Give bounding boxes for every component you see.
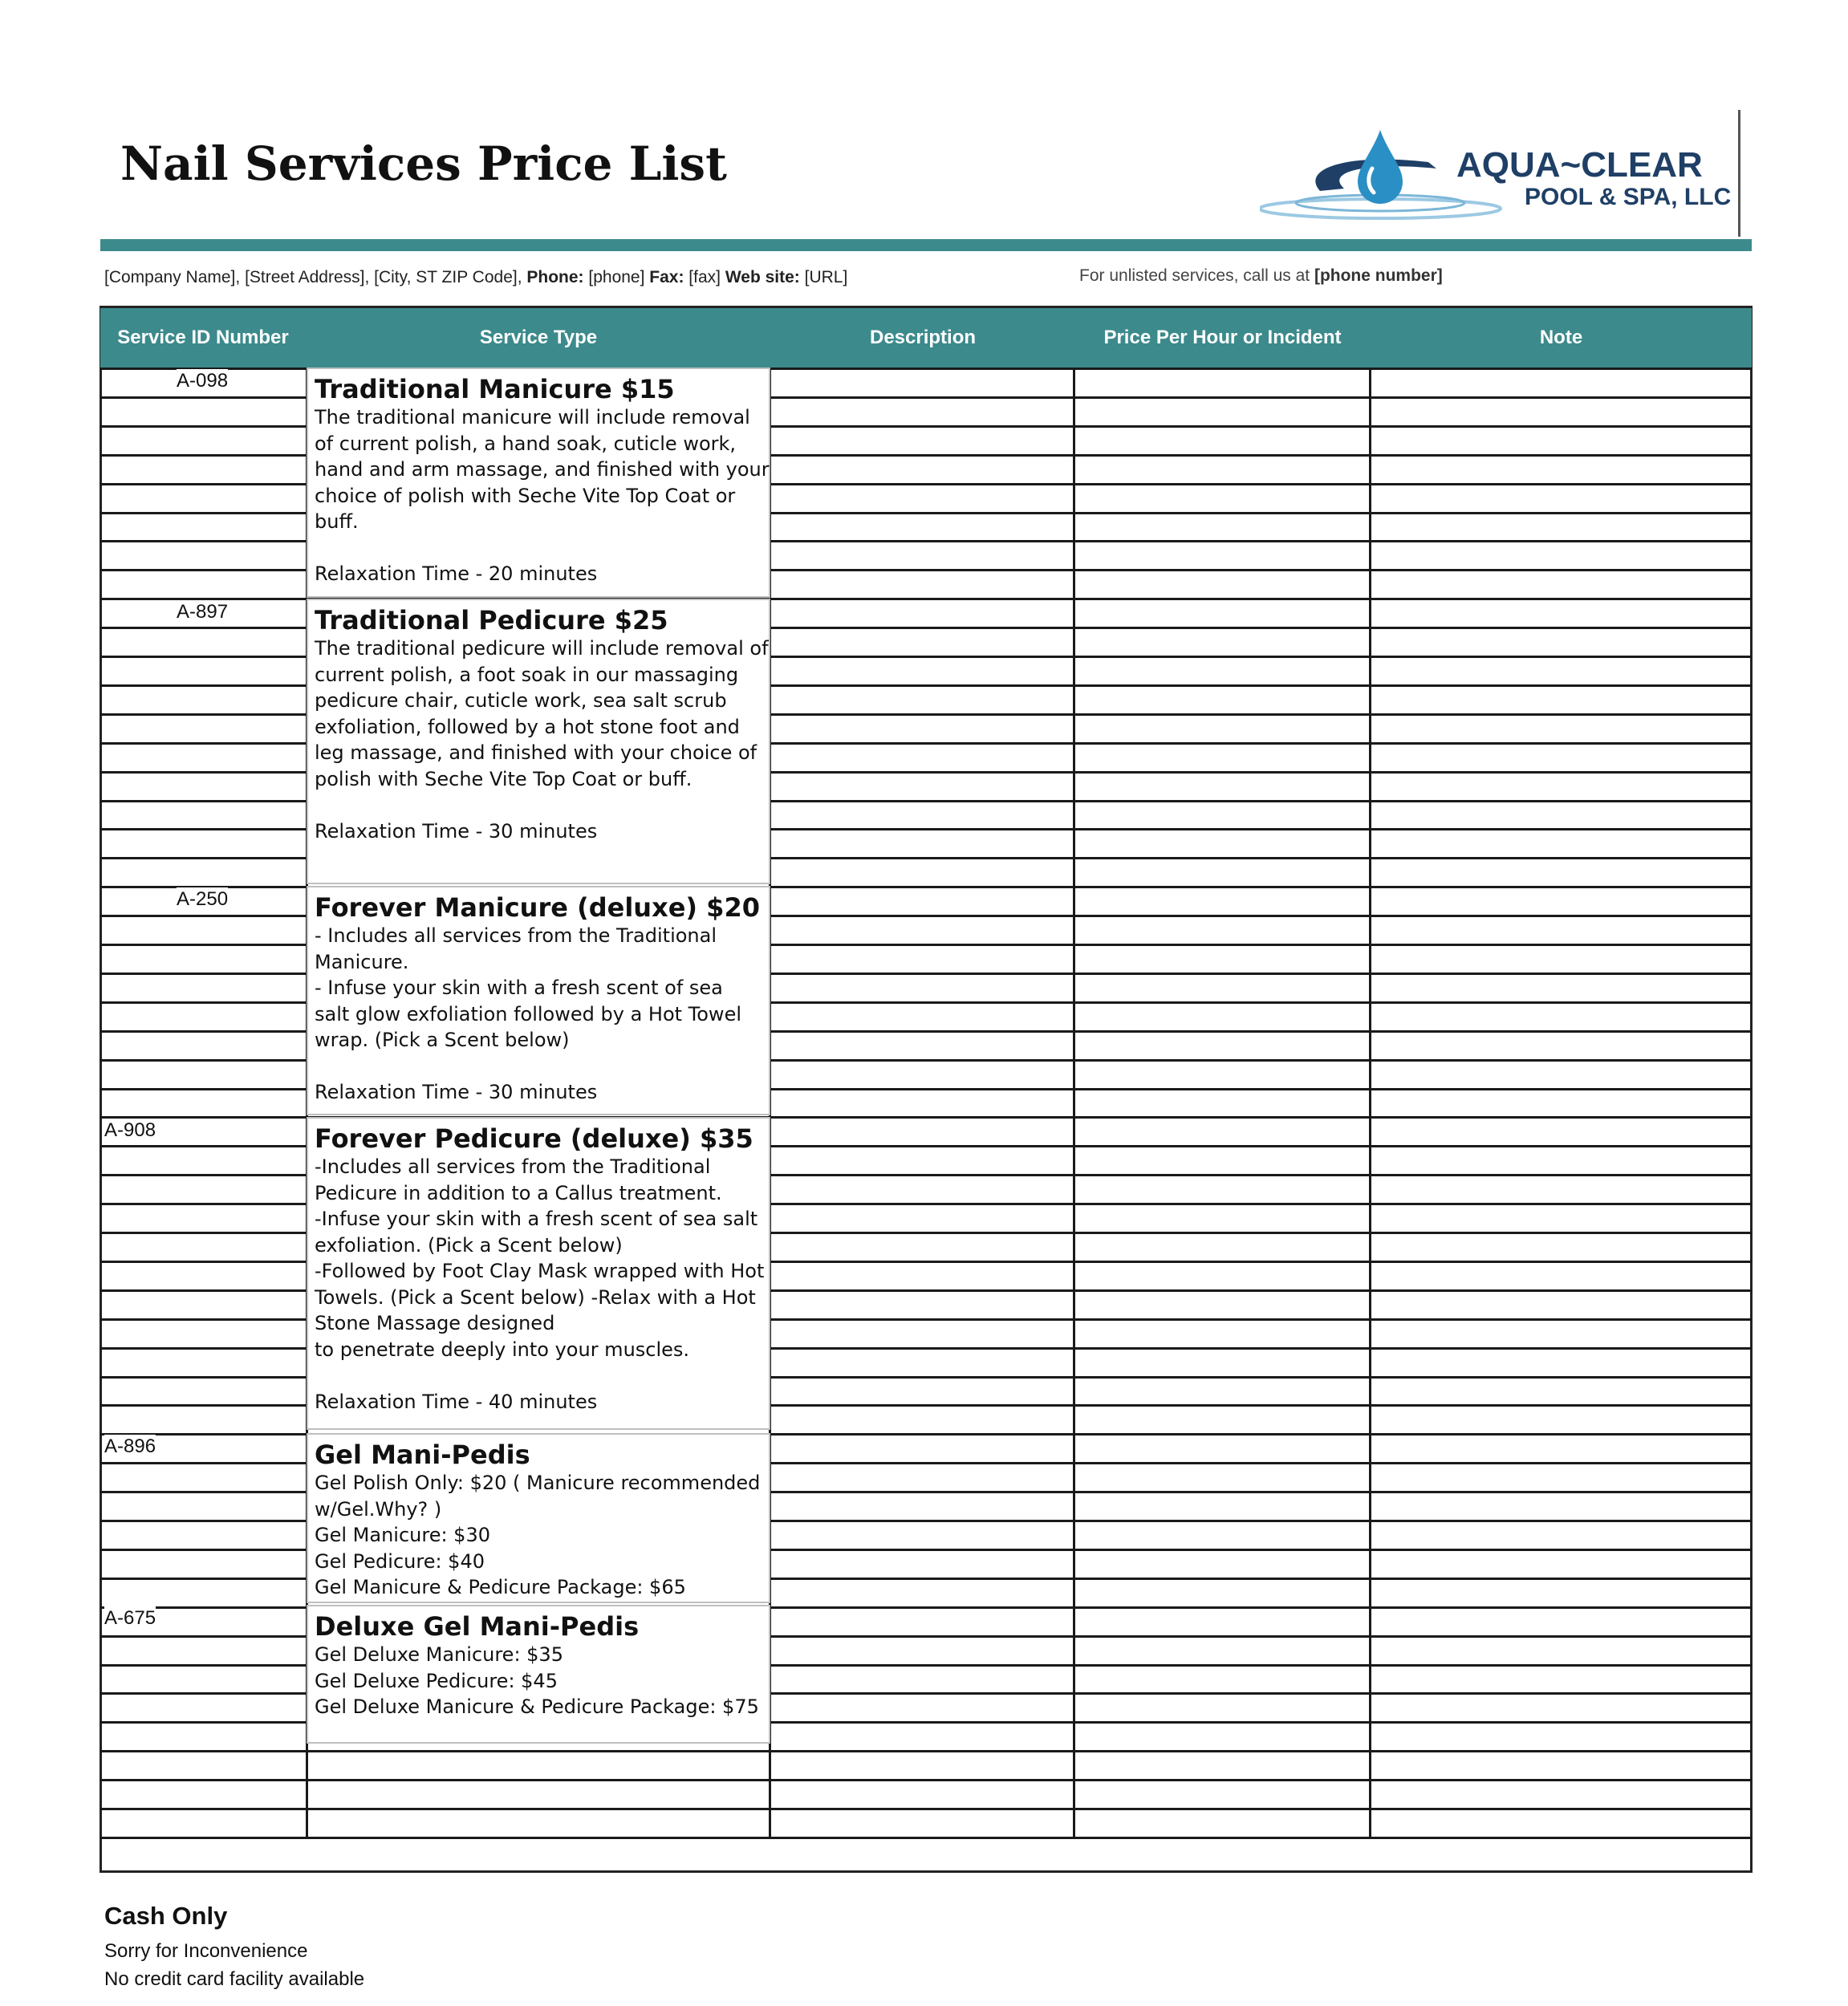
service-line: to penetrate deeply into your muscles.: [315, 1338, 690, 1361]
service-id: A-908: [104, 1119, 156, 1141]
service-line: salt glow exfoliation followed by a Hot Towel: [315, 1002, 741, 1025]
service-card: [307, 1117, 770, 1430]
svg-text:AQUA~CLEAR: AQUA~CLEAR: [1456, 145, 1703, 185]
service-line: [315, 535, 769, 562]
service-id: A-675: [104, 1607, 156, 1629]
service-line: Gel Pedicure: $40: [315, 1549, 485, 1573]
service-line: Gel Deluxe Manicure: $35: [315, 1643, 563, 1666]
service-line: Gel Manicure: $30: [315, 1524, 490, 1546]
service-line: w/Gel.Why? ): [315, 1497, 442, 1521]
service-card: [307, 1433, 770, 1603]
row-line: [100, 1808, 1752, 1810]
service-title: Traditional Pedicure $25: [315, 605, 668, 636]
service-card: [307, 1605, 770, 1744]
service-line: -Followed by Foot Clay Mask wrapped with Hot: [315, 1260, 765, 1282]
service-line: Relaxation Time - 30 minutes: [315, 819, 598, 843]
footer-no-card: No credit card facility available: [104, 1968, 365, 1990]
service-line: Relaxation Time - 40 minutes: [315, 1390, 598, 1413]
service-line: exfoliation. (Pick a Scent below): [315, 1233, 623, 1257]
row-line: [100, 1837, 1752, 1839]
service-line: Relaxation Time - 20 minutes: [315, 562, 598, 585]
column-line: [1073, 308, 1075, 1837]
service-line: wrap. (Pick a Scent below): [315, 1029, 570, 1051]
service-line: Stone Massage designed: [315, 1312, 555, 1334]
service-line: buff.: [315, 510, 359, 533]
service-id: A-896: [104, 1435, 156, 1457]
service-line: Towels. (Pick a Scent below) -Relax with a Hot: [315, 1285, 756, 1309]
column-line: [1369, 308, 1371, 1837]
row-line: [100, 1779, 1752, 1781]
header-note: Note: [1371, 308, 1752, 367]
cash-only-heading: Cash Only: [104, 1902, 228, 1930]
header-description: Description: [771, 308, 1074, 367]
header-price: Price Per Hour or Incident: [1074, 308, 1371, 367]
service-line: exfoliation, followed by a hot stone foot and: [315, 715, 740, 738]
service-line: -Includes all services from the Traditional: [315, 1155, 711, 1178]
service-title: Forever Pedicure (deluxe) $35: [315, 1123, 753, 1154]
page-title: Nail Services Price List: [120, 136, 727, 191]
footer-apology: Sorry for Inconvenience: [104, 1940, 308, 1962]
service-line: The traditional manicure will include removal: [315, 406, 750, 428]
company-logo: [1260, 120, 1749, 225]
service-line: current polish, a foot soak in our massaging: [315, 663, 739, 686]
service-line: - Includes all services from the Traditional: [315, 924, 717, 947]
row-line: [100, 1750, 1752, 1752]
service-line: hand and arm massage, and finished with your: [315, 458, 770, 481]
service-card: [307, 886, 770, 1115]
service-id: A-098: [177, 370, 229, 392]
header-divider-line: [1738, 110, 1740, 237]
service-line: - Infuse your skin with a fresh scent of sea: [315, 977, 723, 999]
service-line: of current polish, a hand soak, cuticle work,: [315, 432, 737, 455]
service-title: Traditional Manicure $15: [315, 374, 675, 404]
service-line: Relaxation Time - 30 minutes: [315, 1081, 598, 1103]
service-title: Deluxe Gel Mani-Pedis: [315, 1611, 640, 1642]
service-line: [315, 1054, 769, 1080]
service-line: The traditional pedicure will include removal of: [315, 637, 769, 660]
header-service-type: Service Type: [306, 308, 771, 367]
service-title: Gel Mani-Pedis: [315, 1440, 530, 1470]
service-line: Gel Deluxe Manicure & Pedicure Package: $75: [315, 1695, 759, 1718]
service-id: A-897: [177, 601, 229, 623]
service-line: leg massage, and finished with your choice of: [315, 741, 757, 764]
service-title: Forever Manicure (deluxe) $20: [315, 892, 760, 923]
service-line: Pedicure in addition to a Callus treatment.: [315, 1181, 722, 1204]
service-line: [315, 792, 769, 818]
service-line: choice of polish with Seche Vite Top Coat or: [315, 484, 736, 507]
unlisted-services-note: For unlisted services, call us at [phone number]: [1079, 266, 1443, 285]
service-line: pedicure chair, cuticle work, sea salt scrub: [315, 689, 727, 712]
header-service-id: Service ID Number: [100, 308, 306, 367]
accent-bar: [100, 239, 1752, 251]
service-line: polish with Seche Vite Top Coat or buff.: [315, 767, 692, 790]
service-line: Gel Manicure & Pedicure Package: $65: [315, 1576, 686, 1598]
service-line: -Infuse your skin with a fresh scent of sea salt: [315, 1208, 758, 1230]
service-line: Gel Deluxe Pedicure: $45: [315, 1669, 558, 1692]
service-card: [307, 599, 770, 884]
service-line: Manicure.: [315, 950, 409, 973]
service-card: [307, 367, 770, 598]
company-info: [Company Name], [Street Address], [City, ST ZIP Code], Phone: [phone] Fax: [fax] Web site: [URL]: [104, 268, 848, 286]
svg-text:POOL & SPA, LLC: POOL & SPA, LLC: [1525, 184, 1732, 210]
service-id: A-250: [177, 888, 229, 910]
service-line: [315, 1362, 769, 1389]
service-line: Gel Polish Only: $20 ( Manicure recommended: [315, 1472, 761, 1494]
